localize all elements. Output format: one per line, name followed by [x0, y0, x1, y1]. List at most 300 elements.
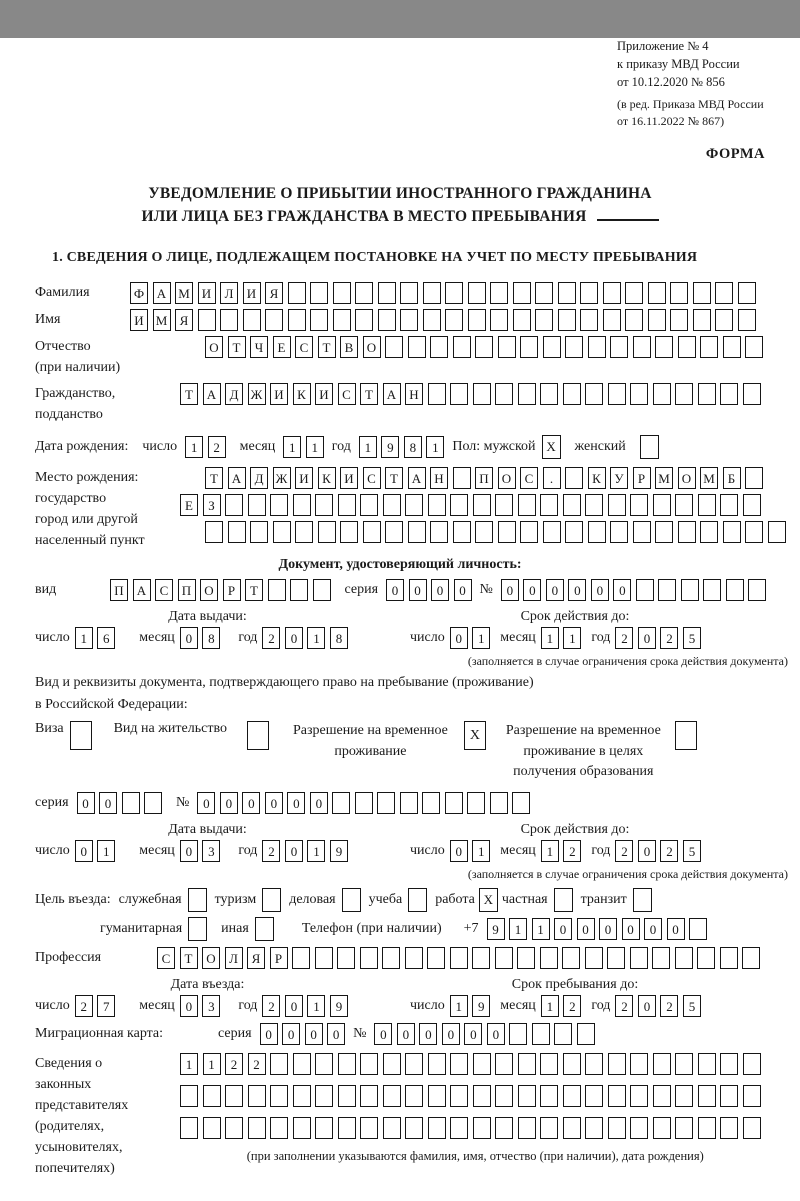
- char-cell[interactable]: [383, 1085, 401, 1107]
- char-cell[interactable]: И: [315, 383, 333, 405]
- char-cell[interactable]: 0: [77, 792, 95, 814]
- char-cell[interactable]: [742, 947, 760, 969]
- char-cell[interactable]: [720, 947, 738, 969]
- char-cell[interactable]: [509, 1023, 527, 1045]
- char-cell[interactable]: [563, 383, 581, 405]
- char-cell[interactable]: 0: [75, 840, 93, 862]
- char-cell[interactable]: 0: [220, 792, 238, 814]
- char-cell[interactable]: 1: [472, 627, 490, 649]
- char-cell[interactable]: [518, 1085, 536, 1107]
- char-cell[interactable]: [630, 1117, 648, 1139]
- char-cell[interactable]: 0: [310, 792, 328, 814]
- char-cell[interactable]: [270, 494, 288, 516]
- char-cell[interactable]: [540, 1085, 558, 1107]
- char-cell[interactable]: В: [340, 336, 358, 358]
- char-cell[interactable]: А: [383, 383, 401, 405]
- char-cell[interactable]: [450, 1117, 468, 1139]
- char-cell[interactable]: [288, 282, 306, 304]
- char-cell[interactable]: [745, 521, 763, 543]
- char-cell[interactable]: С: [338, 383, 356, 405]
- char-cell[interactable]: 0: [327, 1023, 345, 1045]
- char-cell[interactable]: [520, 521, 538, 543]
- char-cell[interactable]: 0: [501, 579, 519, 601]
- char-cell[interactable]: [355, 282, 373, 304]
- char-cell[interactable]: 0: [180, 995, 198, 1017]
- char-cell[interactable]: [144, 792, 162, 814]
- char-cell[interactable]: [450, 494, 468, 516]
- char-cell[interactable]: М: [655, 467, 673, 489]
- char-cell[interactable]: 2: [75, 995, 93, 1017]
- char-cell[interactable]: П: [475, 467, 493, 489]
- char-cell[interactable]: [270, 1053, 288, 1075]
- char-cell[interactable]: [678, 336, 696, 358]
- char-cell[interactable]: [428, 494, 446, 516]
- char-cell[interactable]: 2: [262, 995, 280, 1017]
- char-cell[interactable]: [198, 309, 216, 331]
- char-cell[interactable]: [585, 1085, 603, 1107]
- char-cell[interactable]: [290, 579, 308, 601]
- char-cell[interactable]: [340, 521, 358, 543]
- char-cell[interactable]: Ч: [250, 336, 268, 358]
- char-cell[interactable]: 1: [541, 840, 559, 862]
- char-cell[interactable]: 0: [431, 579, 449, 601]
- char-cell[interactable]: [355, 309, 373, 331]
- char-cell[interactable]: [630, 1053, 648, 1075]
- char-cell[interactable]: 0: [265, 792, 283, 814]
- char-cell[interactable]: [180, 1085, 198, 1107]
- char-cell[interactable]: [383, 1053, 401, 1075]
- char-cell[interactable]: О: [205, 336, 223, 358]
- char-cell[interactable]: [315, 494, 333, 516]
- char-cell[interactable]: [653, 1085, 671, 1107]
- char-cell[interactable]: Р: [270, 947, 288, 969]
- char-cell[interactable]: [473, 1117, 491, 1139]
- char-cell[interactable]: [698, 494, 716, 516]
- char-cell[interactable]: [675, 383, 693, 405]
- char-cell[interactable]: [383, 1117, 401, 1139]
- char-cell[interactable]: [313, 579, 331, 601]
- char-cell[interactable]: [608, 383, 626, 405]
- char-cell[interactable]: [580, 282, 598, 304]
- char-cell[interactable]: [630, 494, 648, 516]
- char-cell[interactable]: К: [293, 383, 311, 405]
- char-cell[interactable]: А: [228, 467, 246, 489]
- char-cell[interactable]: [588, 336, 606, 358]
- char-cell[interactable]: [273, 521, 291, 543]
- char-cell[interactable]: И: [198, 282, 216, 304]
- char-cell[interactable]: [588, 521, 606, 543]
- char-cell[interactable]: 0: [374, 1023, 392, 1045]
- char-cell[interactable]: 1: [450, 995, 468, 1017]
- sex-female-checkbox[interactable]: [640, 435, 659, 459]
- char-cell[interactable]: [338, 494, 356, 516]
- char-cell[interactable]: [693, 309, 711, 331]
- char-cell[interactable]: [745, 336, 763, 358]
- char-cell[interactable]: [228, 521, 246, 543]
- char-cell[interactable]: [293, 1085, 311, 1107]
- char-cell[interactable]: [498, 521, 516, 543]
- char-cell[interactable]: 9: [330, 840, 348, 862]
- char-cell[interactable]: 1: [75, 627, 93, 649]
- char-cell[interactable]: [428, 1117, 446, 1139]
- char-cell[interactable]: [625, 282, 643, 304]
- char-cell[interactable]: [562, 947, 580, 969]
- char-cell[interactable]: [558, 282, 576, 304]
- char-cell[interactable]: [681, 579, 699, 601]
- char-cell[interactable]: 0: [554, 918, 572, 940]
- char-cell[interactable]: [535, 309, 553, 331]
- purpose-transit-checkbox[interactable]: [633, 888, 652, 912]
- char-cell[interactable]: 0: [454, 579, 472, 601]
- char-cell[interactable]: [498, 336, 516, 358]
- char-cell[interactable]: Л: [220, 282, 238, 304]
- char-cell[interactable]: [382, 947, 400, 969]
- char-cell[interactable]: [512, 792, 530, 814]
- char-cell[interactable]: [743, 1117, 761, 1139]
- char-cell[interactable]: [726, 579, 744, 601]
- char-cell[interactable]: [565, 467, 583, 489]
- char-cell[interactable]: 2: [615, 995, 633, 1017]
- char-cell[interactable]: [540, 947, 558, 969]
- purpose-study-checkbox[interactable]: [408, 888, 427, 912]
- char-cell[interactable]: [563, 1053, 581, 1075]
- char-cell[interactable]: 0: [197, 792, 215, 814]
- char-cell[interactable]: 0: [599, 918, 617, 940]
- char-cell[interactable]: [490, 282, 508, 304]
- char-cell[interactable]: [585, 1053, 603, 1075]
- char-cell[interactable]: [295, 521, 313, 543]
- char-cell[interactable]: [473, 1085, 491, 1107]
- char-cell[interactable]: 2: [208, 436, 226, 458]
- char-cell[interactable]: [675, 1053, 693, 1075]
- char-cell[interactable]: 6: [97, 627, 115, 649]
- purpose-private-checkbox[interactable]: [554, 888, 573, 912]
- char-cell[interactable]: [377, 792, 395, 814]
- char-cell[interactable]: [743, 1053, 761, 1075]
- char-cell[interactable]: 0: [638, 840, 656, 862]
- char-cell[interactable]: 1: [472, 840, 490, 862]
- char-cell[interactable]: [405, 1085, 423, 1107]
- char-cell[interactable]: [408, 336, 426, 358]
- char-cell[interactable]: 1: [307, 840, 325, 862]
- char-cell[interactable]: [468, 282, 486, 304]
- char-cell[interactable]: [518, 383, 536, 405]
- char-cell[interactable]: 0: [180, 627, 198, 649]
- char-cell[interactable]: [495, 1117, 513, 1139]
- char-cell[interactable]: Н: [430, 467, 448, 489]
- char-cell[interactable]: О: [498, 467, 516, 489]
- char-cell[interactable]: 0: [242, 792, 260, 814]
- char-cell[interactable]: [743, 383, 761, 405]
- char-cell[interactable]: К: [588, 467, 606, 489]
- char-cell[interactable]: 1: [532, 918, 550, 940]
- char-cell[interactable]: 8: [404, 436, 422, 458]
- char-cell[interactable]: 0: [305, 1023, 323, 1045]
- char-cell[interactable]: 1: [180, 1053, 198, 1075]
- char-cell[interactable]: [652, 947, 670, 969]
- char-cell[interactable]: [428, 383, 446, 405]
- char-cell[interactable]: [293, 494, 311, 516]
- char-cell[interactable]: 1: [307, 995, 325, 1017]
- char-cell[interactable]: [738, 282, 756, 304]
- char-cell[interactable]: [203, 1117, 221, 1139]
- char-cell[interactable]: 3: [202, 840, 220, 862]
- char-cell[interactable]: [270, 1117, 288, 1139]
- char-cell[interactable]: [400, 282, 418, 304]
- residence-permit-checkbox[interactable]: [247, 721, 269, 750]
- char-cell[interactable]: Т: [228, 336, 246, 358]
- char-cell[interactable]: [338, 1085, 356, 1107]
- char-cell[interactable]: [648, 309, 666, 331]
- char-cell[interactable]: С: [295, 336, 313, 358]
- char-cell[interactable]: [670, 309, 688, 331]
- char-cell[interactable]: О: [202, 947, 220, 969]
- char-cell[interactable]: [355, 792, 373, 814]
- char-cell[interactable]: [670, 282, 688, 304]
- char-cell[interactable]: [625, 309, 643, 331]
- char-cell[interactable]: 5: [683, 840, 701, 862]
- char-cell[interactable]: 0: [442, 1023, 460, 1045]
- char-cell[interactable]: Д: [225, 383, 243, 405]
- char-cell[interactable]: [585, 494, 603, 516]
- char-cell[interactable]: [715, 282, 733, 304]
- char-cell[interactable]: [540, 383, 558, 405]
- char-cell[interactable]: [495, 947, 513, 969]
- char-cell[interactable]: Т: [245, 579, 263, 601]
- char-cell[interactable]: А: [203, 383, 221, 405]
- char-cell[interactable]: Н: [405, 383, 423, 405]
- char-cell[interactable]: [748, 579, 766, 601]
- char-cell[interactable]: [445, 792, 463, 814]
- char-cell[interactable]: [745, 467, 763, 489]
- char-cell[interactable]: 1: [426, 436, 444, 458]
- char-cell[interactable]: 2: [563, 840, 581, 862]
- char-cell[interactable]: 0: [285, 627, 303, 649]
- char-cell[interactable]: 0: [591, 579, 609, 601]
- char-cell[interactable]: З: [203, 494, 221, 516]
- char-cell[interactable]: Я: [265, 282, 283, 304]
- char-cell[interactable]: [293, 1117, 311, 1139]
- char-cell[interactable]: Р: [223, 579, 241, 601]
- char-cell[interactable]: [338, 1053, 356, 1075]
- char-cell[interactable]: О: [678, 467, 696, 489]
- char-cell[interactable]: М: [700, 467, 718, 489]
- char-cell[interactable]: [633, 521, 651, 543]
- char-cell[interactable]: [698, 383, 716, 405]
- char-cell[interactable]: [608, 494, 626, 516]
- char-cell[interactable]: 0: [99, 792, 117, 814]
- char-cell[interactable]: 0: [285, 995, 303, 1017]
- char-cell[interactable]: С: [520, 467, 538, 489]
- char-cell[interactable]: Т: [360, 383, 378, 405]
- char-cell[interactable]: [535, 282, 553, 304]
- char-cell[interactable]: [540, 1117, 558, 1139]
- char-cell[interactable]: 1: [185, 436, 203, 458]
- char-cell[interactable]: И: [270, 383, 288, 405]
- char-cell[interactable]: [738, 309, 756, 331]
- char-cell[interactable]: [703, 579, 721, 601]
- char-cell[interactable]: [720, 383, 738, 405]
- char-cell[interactable]: 0: [638, 627, 656, 649]
- char-cell[interactable]: 2: [563, 995, 581, 1017]
- char-cell[interactable]: [360, 494, 378, 516]
- char-cell[interactable]: Ж: [248, 383, 266, 405]
- char-cell[interactable]: 1: [306, 436, 324, 458]
- char-cell[interactable]: [315, 1117, 333, 1139]
- char-cell[interactable]: И: [130, 309, 148, 331]
- char-cell[interactable]: [467, 792, 485, 814]
- char-cell[interactable]: Р: [633, 467, 651, 489]
- char-cell[interactable]: [430, 336, 448, 358]
- char-cell[interactable]: [543, 336, 561, 358]
- char-cell[interactable]: [337, 947, 355, 969]
- char-cell[interactable]: [453, 521, 471, 543]
- char-cell[interactable]: [405, 1117, 423, 1139]
- char-cell[interactable]: [472, 947, 490, 969]
- char-cell[interactable]: [268, 579, 286, 601]
- char-cell[interactable]: Е: [180, 494, 198, 516]
- char-cell[interactable]: [653, 1053, 671, 1075]
- char-cell[interactable]: Е: [273, 336, 291, 358]
- char-cell[interactable]: [383, 494, 401, 516]
- char-cell[interactable]: [310, 309, 328, 331]
- char-cell[interactable]: [332, 792, 350, 814]
- char-cell[interactable]: 2: [660, 840, 678, 862]
- char-cell[interactable]: [633, 336, 651, 358]
- char-cell[interactable]: [577, 1023, 595, 1045]
- char-cell[interactable]: [743, 494, 761, 516]
- char-cell[interactable]: [518, 1117, 536, 1139]
- char-cell[interactable]: 2: [660, 627, 678, 649]
- char-cell[interactable]: [408, 521, 426, 543]
- char-cell[interactable]: 2: [225, 1053, 243, 1075]
- char-cell[interactable]: [292, 947, 310, 969]
- char-cell[interactable]: [385, 521, 403, 543]
- char-cell[interactable]: [610, 521, 628, 543]
- char-cell[interactable]: [430, 521, 448, 543]
- char-cell[interactable]: 2: [262, 627, 280, 649]
- char-cell[interactable]: [743, 1085, 761, 1107]
- char-cell[interactable]: Ж: [273, 467, 291, 489]
- char-cell[interactable]: [585, 947, 603, 969]
- char-cell[interactable]: 0: [568, 579, 586, 601]
- char-cell[interactable]: [655, 336, 673, 358]
- char-cell[interactable]: [122, 792, 140, 814]
- char-cell[interactable]: 0: [260, 1023, 278, 1045]
- char-cell[interactable]: [715, 309, 733, 331]
- char-cell[interactable]: 0: [450, 840, 468, 862]
- purpose-official-checkbox[interactable]: [188, 888, 207, 912]
- char-cell[interactable]: [270, 1085, 288, 1107]
- char-cell[interactable]: 1: [509, 918, 527, 940]
- visa-checkbox[interactable]: [70, 721, 92, 750]
- char-cell[interactable]: [723, 336, 741, 358]
- char-cell[interactable]: Т: [205, 467, 223, 489]
- char-cell[interactable]: П: [178, 579, 196, 601]
- char-cell[interactable]: 9: [487, 918, 505, 940]
- char-cell[interactable]: [315, 947, 333, 969]
- char-cell[interactable]: [490, 309, 508, 331]
- char-cell[interactable]: [608, 1117, 626, 1139]
- char-cell[interactable]: [203, 1085, 221, 1107]
- char-cell[interactable]: 0: [287, 792, 305, 814]
- char-cell[interactable]: 1: [359, 436, 377, 458]
- char-cell[interactable]: [333, 309, 351, 331]
- char-cell[interactable]: Т: [180, 383, 198, 405]
- char-cell[interactable]: О: [200, 579, 218, 601]
- char-cell[interactable]: [473, 494, 491, 516]
- char-cell[interactable]: 0: [546, 579, 564, 601]
- char-cell[interactable]: Т: [318, 336, 336, 358]
- char-cell[interactable]: [565, 336, 583, 358]
- char-cell[interactable]: [723, 521, 741, 543]
- char-cell[interactable]: [250, 521, 268, 543]
- char-cell[interactable]: 1: [283, 436, 301, 458]
- char-cell[interactable]: 8: [202, 627, 220, 649]
- char-cell[interactable]: [689, 918, 707, 940]
- char-cell[interactable]: [697, 947, 715, 969]
- char-cell[interactable]: [563, 1117, 581, 1139]
- char-cell[interactable]: [513, 282, 531, 304]
- char-cell[interactable]: [243, 309, 261, 331]
- char-cell[interactable]: [630, 947, 648, 969]
- char-cell[interactable]: 2: [262, 840, 280, 862]
- char-cell[interactable]: [495, 1085, 513, 1107]
- char-cell[interactable]: [543, 521, 561, 543]
- char-cell[interactable]: [565, 521, 583, 543]
- char-cell[interactable]: 3: [202, 995, 220, 1017]
- char-cell[interactable]: 2: [615, 840, 633, 862]
- char-cell[interactable]: М: [153, 309, 171, 331]
- char-cell[interactable]: [360, 947, 378, 969]
- purpose-other-checkbox[interactable]: [255, 917, 274, 941]
- char-cell[interactable]: 0: [523, 579, 541, 601]
- char-cell[interactable]: [445, 282, 463, 304]
- char-cell[interactable]: И: [243, 282, 261, 304]
- char-cell[interactable]: 5: [683, 995, 701, 1017]
- char-cell[interactable]: [720, 1117, 738, 1139]
- char-cell[interactable]: [698, 1085, 716, 1107]
- char-cell[interactable]: [378, 282, 396, 304]
- char-cell[interactable]: [675, 1117, 693, 1139]
- char-cell[interactable]: [288, 309, 306, 331]
- char-cell[interactable]: [630, 1085, 648, 1107]
- char-cell[interactable]: [360, 1117, 378, 1139]
- char-cell[interactable]: 2: [615, 627, 633, 649]
- char-cell[interactable]: [558, 309, 576, 331]
- sex-male-checkbox[interactable]: X: [542, 435, 561, 459]
- char-cell[interactable]: 0: [180, 840, 198, 862]
- char-cell[interactable]: [450, 1085, 468, 1107]
- char-cell[interactable]: [700, 336, 718, 358]
- char-cell[interactable]: [450, 947, 468, 969]
- char-cell[interactable]: [315, 1085, 333, 1107]
- char-cell[interactable]: 9: [472, 995, 490, 1017]
- char-cell[interactable]: [636, 579, 654, 601]
- char-cell[interactable]: [453, 467, 471, 489]
- char-cell[interactable]: [475, 336, 493, 358]
- char-cell[interactable]: 0: [577, 918, 595, 940]
- char-cell[interactable]: [698, 1053, 716, 1075]
- char-cell[interactable]: 1: [541, 627, 559, 649]
- char-cell[interactable]: [363, 521, 381, 543]
- char-cell[interactable]: [473, 1053, 491, 1075]
- char-cell[interactable]: 8: [330, 627, 348, 649]
- purpose-business-checkbox[interactable]: [342, 888, 361, 912]
- char-cell[interactable]: 0: [386, 579, 404, 601]
- temp-permit-checkbox[interactable]: X: [464, 721, 486, 750]
- char-cell[interactable]: [468, 309, 486, 331]
